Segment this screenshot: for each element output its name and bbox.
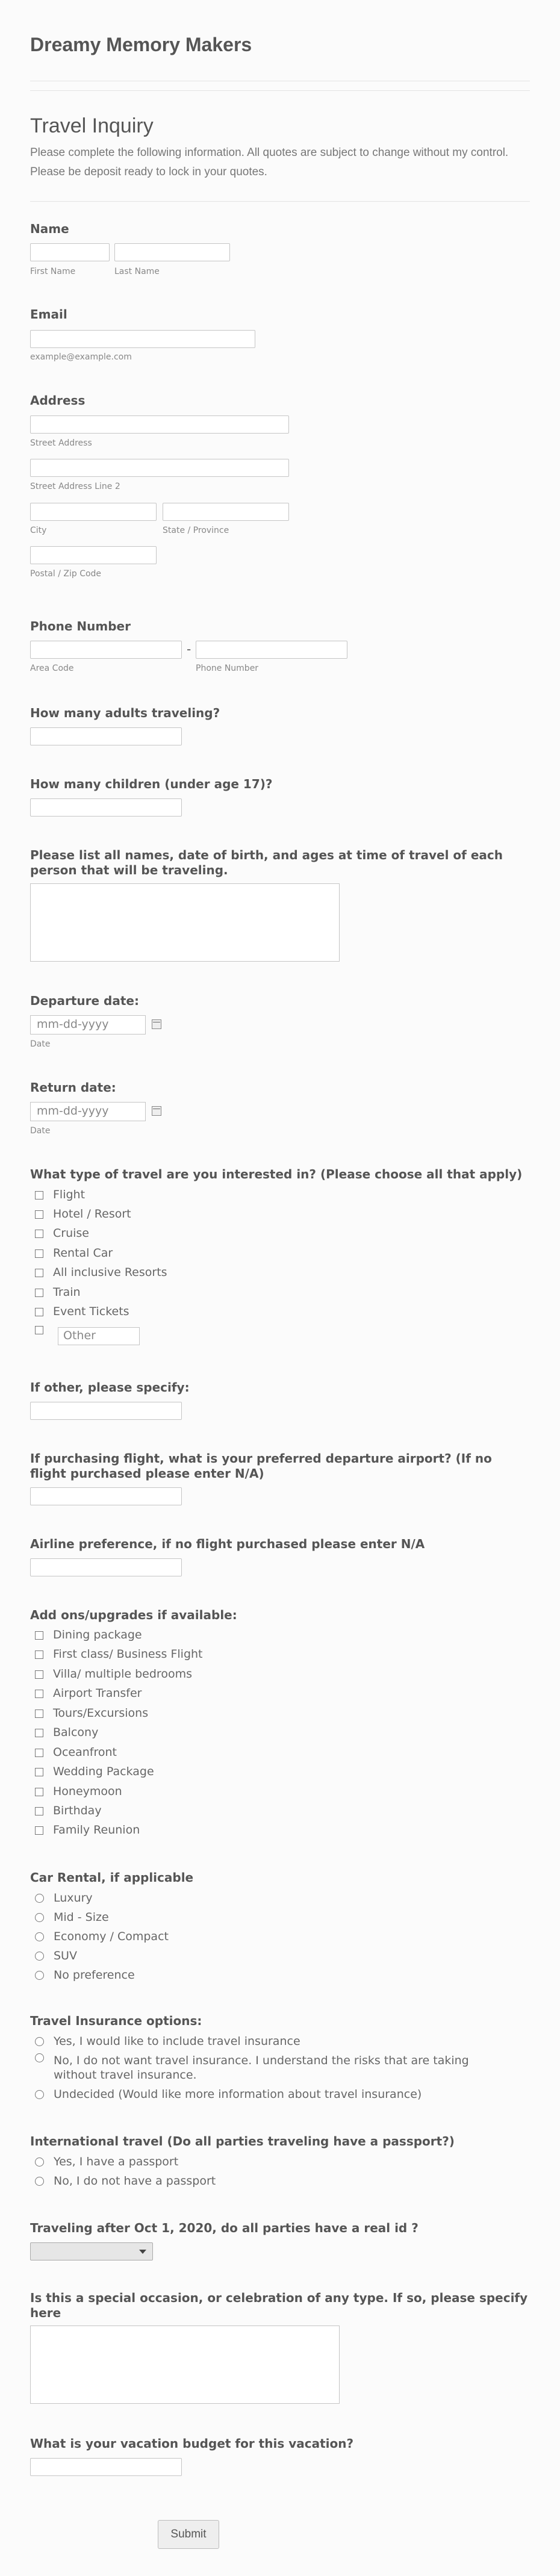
car-rental-option[interactable]: Luxury [35,1891,93,1905]
form-title: Travel Inquiry [30,114,154,137]
checkbox[interactable] [35,1269,43,1277]
return-sublabel: Date [30,1126,51,1136]
travel-type-option[interactable]: All inclusive Resorts [35,1265,167,1280]
insurance-option[interactable]: No, I do not want travel insurance. I understand the risks that are taking without travel insurance. [35,2053,517,2082]
checkbox[interactable] [35,1308,43,1316]
checkbox[interactable] [35,1826,43,1835]
submit-button[interactable]: Submit [158,2520,219,2549]
addon-option[interactable]: First class/ Business Flight [35,1647,203,1661]
insurance-option[interactable]: Yes, I would like to include travel insurance [35,2034,300,2049]
city-sublabel: City [30,526,47,535]
occasion-label: Is this a special occasion, or celebration of any type. If so, please specify here [30,2291,528,2320]
addon-option[interactable]: Balcony [35,1725,98,1740]
insurance-label: Travel Insurance options: [30,2014,202,2028]
budget-input[interactable] [30,2458,182,2476]
addon-option[interactable]: Oceanfront [35,1745,117,1759]
area-code-sublabel: Area Code [30,664,74,673]
airport-label: If purchasing flight, what is your preferred departure airport? (If no flight purchased please enter N/A) [30,1451,492,1481]
passport-label: International travel (Do all parties traveling have a passport?) [30,2134,455,2148]
state-input[interactable] [163,503,289,521]
airport-input[interactable] [30,1487,182,1505]
children-input[interactable] [30,798,182,817]
names-list-label: Please list all names, date of birth, and ages at time of travel of each person that will be traveling. [30,848,503,877]
children-label: How many children (under age 17)? [30,777,273,791]
if-other-input[interactable] [30,1402,182,1420]
zip-sublabel: Postal / Zip Code [30,569,102,579]
email-sublabel: example@example.com [30,352,132,362]
phone-number-sublabel: Phone Number [196,664,259,673]
car-rental-option[interactable]: SUV [35,1949,77,1963]
checkbox[interactable] [35,1326,43,1334]
addon-option[interactable]: Honeymoon [35,1784,122,1799]
departure-sublabel: Date [30,1039,51,1049]
name-label: Name [30,222,69,236]
passport-option[interactable]: Yes, I have a passport [35,2154,178,2169]
addon-option[interactable]: Tours/Excursions [35,1706,148,1720]
travel-type-option[interactable]: Train [35,1285,81,1299]
travel-type-option[interactable]: Event Tickets [35,1304,129,1319]
form-description: Please complete the following information. All quotes are subject to change without my control. Please be deposit ready to lock in your quotes. [30,146,509,178]
street-address-sublabel: Street Address [30,438,92,448]
email-input[interactable] [30,330,255,348]
radio-button[interactable] [35,2053,44,2062]
zip-input[interactable] [30,546,157,564]
radio-button[interactable] [35,1952,44,1961]
real-id-select[interactable] [30,2242,153,2260]
radio-button[interactable] [35,1971,44,1980]
adults-label: How many adults traveling? [30,706,220,720]
addon-option[interactable]: Birthday [35,1803,102,1818]
checkbox[interactable] [35,1788,43,1796]
return-date-input[interactable]: mm-dd-yyyy [30,1102,146,1121]
travel-type-label: What type of travel are you interested in? (Please choose all that apply) [30,1167,523,1181]
checkbox[interactable] [35,1210,43,1219]
checkbox[interactable] [35,1650,43,1659]
radio-button[interactable] [35,1913,44,1922]
names-list-textarea[interactable] [30,883,340,962]
calendar-icon[interactable] [152,1019,161,1029]
divider [30,90,530,91]
return-label: Return date: [30,1080,116,1095]
airline-input[interactable] [30,1558,182,1576]
car-rental-label: Car Rental, if applicable [30,1870,194,1885]
street-address-line2-input[interactable] [30,459,289,477]
city-input[interactable] [30,503,157,521]
addon-option[interactable]: Airport Transfer [35,1686,142,1700]
addon-option[interactable]: Villa/ multiple bedrooms [35,1667,192,1681]
last-name-input[interactable] [114,243,230,261]
airline-label: Airline preference, if no flight purchased please enter N/A [30,1537,425,1551]
checkbox[interactable] [35,1729,43,1737]
occasion-textarea[interactable] [30,2326,340,2404]
email-label: Email [30,307,67,322]
area-code-input[interactable] [30,641,182,659]
first-name-sublabel: First Name [30,267,76,276]
checkbox[interactable] [35,1690,43,1698]
travel-type-option[interactable]: Hotel / Resort [35,1207,131,1221]
radio-button[interactable] [35,2090,44,2099]
checkbox[interactable] [35,1670,43,1679]
address-label: Address [30,393,86,408]
departure-label: Departure date: [30,994,139,1008]
adults-input[interactable] [30,727,182,745]
radio-button[interactable] [35,2158,44,2167]
car-rental-option[interactable]: No preference [35,1968,135,1982]
phone-dash: - [187,642,191,656]
other-travel-input[interactable]: Other [58,1327,140,1345]
car-rental-option[interactable]: Mid - Size [35,1910,109,1924]
checkbox[interactable] [35,1230,43,1238]
travel-type-option[interactable]: Cruise [35,1226,89,1240]
divider [30,201,530,202]
last-name-sublabel: Last Name [114,267,160,276]
travel-type-other-option[interactable] [35,1322,53,1337]
addon-option[interactable]: Dining package [35,1628,142,1642]
checkbox[interactable] [35,1191,43,1199]
street-address-input[interactable] [30,415,289,434]
checkbox[interactable] [35,1631,43,1640]
phone-number-input[interactable] [196,641,347,659]
addons-label: Add ons/upgrades if available: [30,1608,237,1622]
addon-option[interactable]: Family Reunion [35,1823,140,1837]
radio-button[interactable] [35,2037,44,2046]
departure-date-input[interactable]: mm-dd-yyyy [30,1015,146,1034]
checkbox[interactable] [35,1749,43,1757]
checkbox[interactable] [35,1710,43,1718]
radio-button[interactable] [35,2177,44,2186]
addon-option[interactable]: Wedding Package [35,1764,154,1779]
radio-button[interactable] [35,1932,44,1941]
street-address-line2-sublabel: Street Address Line 2 [30,482,120,491]
company-header: Dreamy Memory Makers [30,34,252,55]
travel-type-option[interactable]: Flight [35,1187,85,1202]
checkbox[interactable] [35,1249,43,1258]
radio-button[interactable] [35,1894,44,1903]
passport-option[interactable]: No, I do not have a passport [35,2174,216,2188]
checkbox[interactable] [35,1289,43,1297]
insurance-option[interactable]: Undecided (Would like more information about travel insurance) [35,2087,422,2102]
checkbox[interactable] [35,1807,43,1815]
phone-label: Phone Number [30,619,131,633]
calendar-icon[interactable] [152,1106,161,1116]
real-id-label: Traveling after Oct 1, 2020, do all parties have a real id ? [30,2221,418,2235]
state-sublabel: State / Province [163,526,229,535]
travel-type-option[interactable]: Rental Car [35,1246,113,1260]
car-rental-option[interactable]: Economy / Compact [35,1929,169,1944]
if-other-label: If other, please specify: [30,1380,190,1395]
first-name-input[interactable] [30,243,110,261]
budget-label: What is your vacation budget for this vacation? [30,2436,354,2451]
checkbox[interactable] [35,1768,43,1776]
